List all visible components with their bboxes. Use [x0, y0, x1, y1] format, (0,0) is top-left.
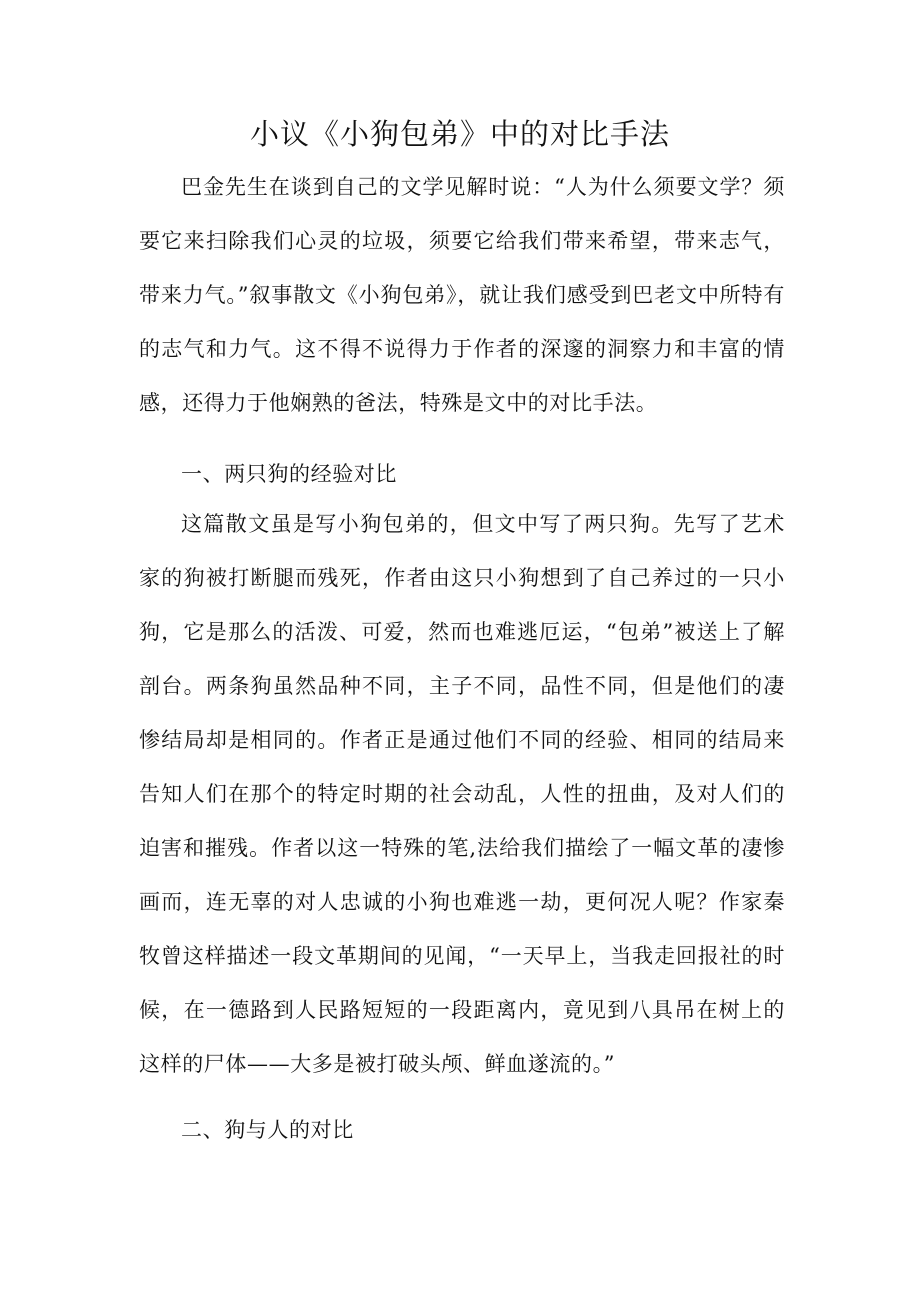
document-title: 小议《小狗包弟》中的对比手法	[249, 117, 670, 151]
paragraph-intro: 巴金先生在谈到自己的文学见解时说：“人为什么须要文学？须要它来扫除我们心灵的垃圾，须要它给我们带来希望，带来志气，带来力气。”叙事散文《小狗包弟》，就让我们感受到巴老文中所特有的志气和力气。这不得不说得力于作者的深邃的洞察力和丰富的情感，还得力于他娴熟的爸法，特殊是文中的对比手法。	[139, 175, 785, 415]
section-heading-1: 一、两只狗的经验对比	[181, 462, 397, 486]
paragraph-section-1: 这篇散文虽是写小狗包弟的，但文中写了两只狗。先写了艺术家的狗被打断腿而残死，作者由这只小狗想到了自己养过的一只小狗，它是那么的活泼、可爱，然而也难逃厄运，“包弟”被送上了解剖台。两条狗虽然品种不同，主子不同，品性不同，但是他们的凄惨结局却是相同的。作者正是通过他们不同的经验、相同的结局来告知人们在那个的特定时期的社会动乱，人性的扭曲，及对人们的迫害和摧残。作者以这一特殊的笔,法给我们描绘了一幅文革的凄惨画而，连无辜的对人忠诚的小狗也难逃一劫，更何况人呢？作家秦牧曾这样描述一段文革期间的见闻，“一天早上，当我走回报社的时候，在一德路到人民路短短的一段距离内，竟见到八具吊在树上的这样的尸体——大多是被打破头颅、鲜血遂流的。”	[139, 512, 785, 1076]
section-heading-2: 二、狗与人的对比	[181, 1118, 354, 1142]
